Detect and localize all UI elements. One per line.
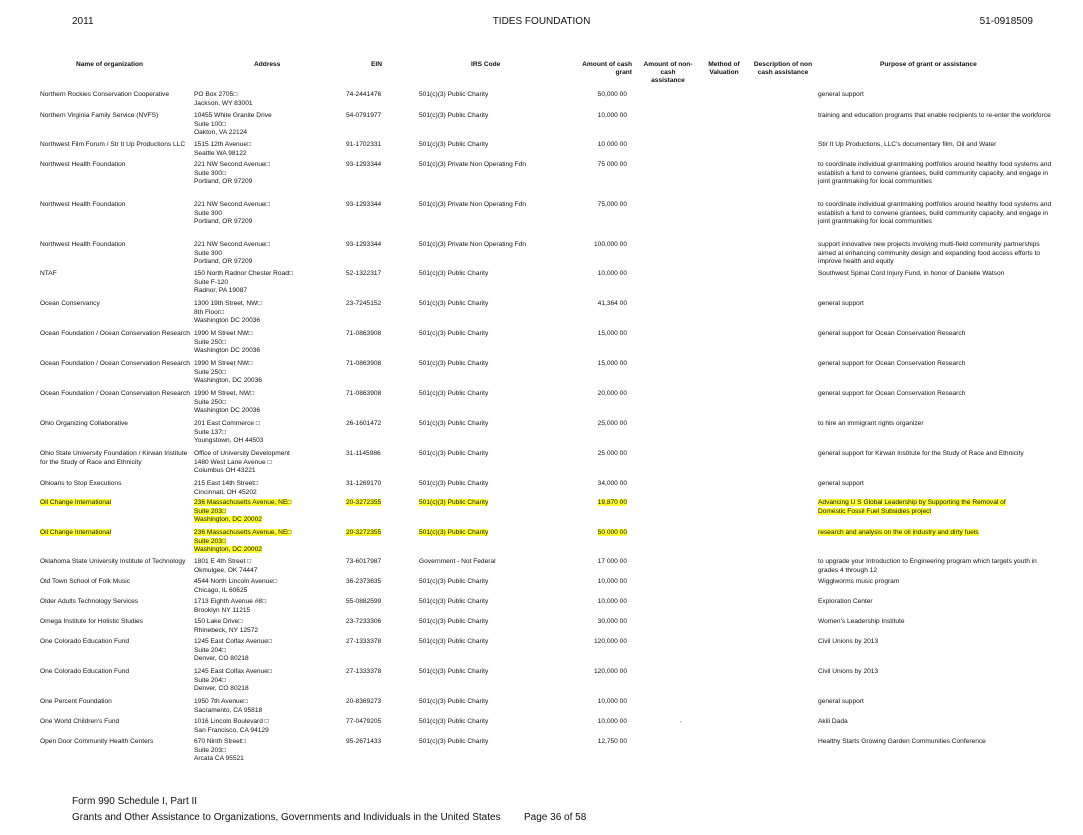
org-name-cell: Northwest Health Foundation bbox=[40, 161, 126, 168]
ein-cell: 23-7245152 bbox=[346, 300, 382, 307]
purpose-cell: general support bbox=[818, 300, 864, 307]
irs-code-cell: Government - Not Federal bbox=[419, 558, 496, 565]
cash-amount-cell: 10,000 00 bbox=[597, 270, 627, 277]
ein-cell: 93-1293344 bbox=[346, 201, 382, 208]
irs-code-cell: 501(c)(3) Public Charity bbox=[419, 529, 489, 536]
purpose-cell: general support for Ocean Conservation Research bbox=[818, 360, 966, 367]
ein-cell: 91-1702331 bbox=[346, 141, 382, 148]
irs-code-cell: 501(c)(3) Private Non Operating Fdn bbox=[419, 201, 527, 208]
ein-cell: 93-1293344 bbox=[346, 161, 382, 168]
org-name-cell: Oklahoma State University Institute of Technology bbox=[40, 558, 186, 565]
irs-code-cell: 501(c)(3) Public Charity bbox=[419, 738, 489, 745]
org-name-cell: Northwest Health Foundation bbox=[40, 201, 126, 208]
ein-cell: 23-7233306 bbox=[346, 618, 382, 625]
org-name-cell: NTAF bbox=[40, 270, 57, 277]
irs-code-cell: 501(c)(3) Public Charity bbox=[419, 330, 489, 337]
ein-cell: 36-2373635 bbox=[346, 578, 382, 585]
cash-amount-cell: 10,000 00 bbox=[597, 598, 627, 605]
address-cell: 4544 North Lincoln Avenue□ Chicago, IL 60625 bbox=[194, 578, 278, 594]
org-name-cell: Ohio State University Foundation / Kirwan Institute for the Study of Race and Ethnicity bbox=[40, 450, 188, 466]
cash-amount-cell: 15,000 00 bbox=[597, 330, 627, 337]
address-cell: 221 NW Second Avenue□ Suite 300 Portland, OR 97209 bbox=[194, 201, 270, 225]
purpose-cell: Civil Unions by 2013 bbox=[818, 668, 879, 675]
ein-cell: 74-2441476 bbox=[346, 91, 382, 98]
org-name-cell: Ocean Foundation / Ocean Conservation Research bbox=[40, 390, 190, 397]
address-cell: 236 Massachusetts Avenue, NE□ Suite 203□ Washington, DC 20002 bbox=[194, 499, 292, 523]
cash-amount-cell: 10,000 00 bbox=[597, 698, 627, 705]
col-header-description: Description of non cash assistance bbox=[753, 61, 813, 76]
ein-cell: 93-1293344 bbox=[346, 241, 382, 248]
org-name-cell: Ohio Organizing Collaborative bbox=[40, 420, 128, 427]
cash-amount-cell: 25 000 00 bbox=[597, 450, 627, 457]
cash-amount-cell: 120,000 00 bbox=[593, 668, 627, 675]
cash-amount-cell: 19,870 00 bbox=[597, 499, 627, 506]
org-name-cell: Northern Rockies Conservation Cooperative bbox=[40, 91, 170, 98]
ein-cell: 55-0882599 bbox=[346, 598, 382, 605]
address-cell: 236 Massachusetts Avenue, NE□ Suite 203□ Washington, DC 20002 bbox=[194, 529, 292, 553]
col-header-method: Method of Valuation bbox=[708, 61, 740, 76]
address-cell: 221 NW Second Avenue□ Suite 300□ Portland, OR 97209 bbox=[194, 161, 270, 185]
ein-cell: 27-1333378 bbox=[346, 668, 382, 675]
ein-cell: 71-0863908 bbox=[346, 330, 382, 337]
irs-code-cell: 501(c)(3) Public Charity bbox=[419, 480, 489, 487]
header-ein: 51-0918509 bbox=[979, 16, 1033, 27]
address-cell: 1713 Eighth Avenue #8□ Brooklyn NY 11215 bbox=[194, 598, 267, 614]
irs-code-cell: 501(c)(3) Public Charity bbox=[419, 698, 489, 705]
address-cell: 670 Ninth Street□ Suite 203□ Arcata CA 95521 bbox=[194, 738, 246, 762]
org-name-cell: One Percent Foundation bbox=[40, 698, 112, 705]
ein-cell: 20-3272355 bbox=[346, 529, 382, 536]
org-name-cell: Older Adults Technology Services bbox=[40, 598, 139, 605]
purpose-cell: Advancing U S Global Leadership by Supporting the Removal of Domestic Fossil Fuel Subsidies project bbox=[818, 499, 1006, 515]
org-name-cell: Old Town School of Folk Music bbox=[40, 578, 131, 585]
ein-cell: 20-8369273 bbox=[346, 698, 382, 705]
irs-code-cell: 501(c)(3) Private Non Operating Fdn bbox=[419, 241, 527, 248]
irs-code-cell: 501(c)(3) Public Charity bbox=[419, 141, 489, 148]
irs-code-cell: 501(c)(3) Public Charity bbox=[419, 578, 489, 585]
org-name-cell: Oil Change International bbox=[40, 529, 112, 536]
purpose-cell: Stir It Up Productions, LLC's documentary film, Oil and Water bbox=[818, 141, 997, 148]
cash-amount-cell: 75,000 00 bbox=[597, 201, 627, 208]
cash-amount-cell: 100,000 00 bbox=[593, 241, 627, 248]
address-cell: 1950 7th Avenue□ Sacramento, CA 95818 bbox=[194, 698, 263, 714]
ein-cell: 31-1269170 bbox=[346, 480, 382, 487]
address-cell: 1300 19th Street, NW□ 8th Floor□ Washington DC 20036 bbox=[194, 300, 262, 324]
cash-amount-cell: 34,000 00 bbox=[597, 480, 627, 487]
purpose-cell: general support bbox=[818, 698, 864, 705]
address-cell: 201 East Commerce □ Suite 137□ Youngstown, OH 44503 bbox=[194, 420, 264, 444]
address-cell: 221 NW Second Avenue□ Suite 300 Portland, OR 97209 bbox=[194, 241, 270, 265]
col-header-address: Address bbox=[254, 61, 281, 68]
cash-amount-cell: 17 000 00 bbox=[597, 558, 627, 565]
purpose-cell: to hire an immigrant rights organizer bbox=[818, 420, 924, 427]
address-cell: 1801 E 4th Street □ Okmulgee, OK 74447 bbox=[194, 558, 258, 574]
cash-amount-cell: 10,000 00 bbox=[597, 112, 627, 119]
purpose-cell: to coordinate individual grantmaking portfolios around healthy food systems and establish a fund to convene grantees, build community capacity, and engage in joint grantmaking for local communities bbox=[818, 161, 1052, 185]
ein-cell: 20-3272355 bbox=[346, 499, 382, 506]
purpose-cell: Southwest Spinal Cord Injury Fund, in honor of Danielle Watson bbox=[818, 270, 1005, 277]
footer-form: Form 990 Schedule I, Part II bbox=[72, 796, 198, 807]
ein-cell: 95-2671433 bbox=[346, 738, 382, 745]
header-year: 2011 bbox=[72, 16, 94, 27]
irs-code-cell: 501(c)(3) Public Charity bbox=[419, 499, 489, 506]
irs-code-cell: 501(c)(3) Public Charity bbox=[419, 718, 489, 725]
org-name-cell: One Colorado Education Fund bbox=[40, 668, 130, 675]
cash-amount-cell: 25,000 00 bbox=[597, 420, 627, 427]
purpose-cell: training and education programs that enable recipients to re-enter the workforce bbox=[818, 112, 1051, 119]
cash-amount-cell: 41,364 00 bbox=[597, 300, 627, 307]
purpose-cell: to upgrade your Introduction to Engineering program which targets youth in grades 4 through 12 bbox=[818, 558, 1037, 574]
org-name-cell: Northwest Health Foundation bbox=[40, 241, 126, 248]
address-cell: 150 Lake Drive□ Rhinebeck, NY 12572 bbox=[194, 618, 259, 634]
address-cell: 1990 M Street NW□ Suite 250□ Washington DC 20036 bbox=[194, 330, 261, 354]
address-cell: 150 North Radnor Chester Road□ Suite F-120 Radnor, PA 19087 bbox=[194, 270, 293, 294]
purpose-cell: general support for Ocean Conservation Research bbox=[818, 390, 966, 397]
cash-amount-cell: 12,750 00 bbox=[597, 738, 627, 745]
address-cell: 215 East 14th Street□ Cincinnati, OH 45202 bbox=[194, 480, 259, 496]
header-organization: TIDES FOUNDATION bbox=[492, 16, 591, 27]
org-name-cell: Omega Institute for Holistic Studies bbox=[40, 618, 143, 625]
irs-code-cell: 501(c)(3) Public Charity bbox=[419, 668, 489, 675]
irs-code-cell: 501(c)(3) Public Charity bbox=[419, 638, 489, 645]
purpose-cell: general support for Kirwan Institute for the Study of Race and Ethnicity bbox=[818, 450, 1024, 457]
irs-code-cell: 501(c)(3) Public Charity bbox=[419, 450, 489, 457]
org-name-cell: One World Children's Fund bbox=[40, 718, 120, 725]
cash-amount-cell: 50 000 00 bbox=[597, 529, 627, 536]
cash-amount-cell: 20,000 00 bbox=[597, 390, 627, 397]
org-name-cell: Open Door Community Health Centers bbox=[40, 738, 154, 745]
cash-amount-cell: 50,000 00 bbox=[597, 91, 627, 98]
ein-cell: 54-0791977 bbox=[346, 112, 382, 119]
purpose-cell: general support bbox=[818, 91, 864, 98]
irs-code-cell: 501(c)(3) Public Charity bbox=[419, 91, 489, 98]
purpose-cell: support innovative new projects involving multi-field community partnerships aimed at enhancing community design and expanding food access efforts to improve health and equity bbox=[818, 241, 1041, 265]
org-name-cell: Ohioans to Stop Executions bbox=[40, 480, 122, 487]
irs-code-cell: 501(c)(3) Public Charity bbox=[419, 360, 489, 367]
irs-code-cell: 501(c)(3) Public Charity bbox=[419, 420, 489, 427]
purpose-cell: Civil Unions by 2013 bbox=[818, 638, 879, 645]
purpose-cell: general support bbox=[818, 480, 864, 487]
ein-cell: 31-1145986 bbox=[346, 450, 381, 457]
cash-amount-cell: 10 000 00 bbox=[597, 141, 627, 148]
address-cell: 1016 Lincoln Boulevard □ San Francisco, CA 94129 bbox=[194, 718, 269, 734]
cash-amount-cell: 15,000 00 bbox=[597, 360, 627, 367]
col-header-name: Name of organization bbox=[76, 61, 144, 68]
cash-amount-cell: 10,000 00 bbox=[597, 718, 627, 725]
address-cell: 1245 East Colfax Avenue□ Suite 204□ Denver, CO 80218 bbox=[194, 638, 272, 662]
org-name-cell: Ocean Foundation / Ocean Conservation Research bbox=[40, 360, 190, 367]
org-name-cell: One Colorado Education Fund bbox=[40, 638, 130, 645]
irs-code-cell: 501(c)(3) Public Charity bbox=[419, 618, 489, 625]
footer-page-number: Page 36 of 58 bbox=[524, 812, 587, 823]
address-cell: 1245 East Colfax Avenue□ Suite 204□ Denver, CO 80218 bbox=[194, 668, 272, 692]
ein-cell: 71-0863908 bbox=[346, 360, 382, 367]
org-name-cell: Northern Virginia Family Service (NVFS) bbox=[40, 112, 159, 119]
footer-grants-title: Grants and Other Assistance to Organizations, Governments and Individuals in the United States bbox=[72, 812, 501, 823]
irs-code-cell: 501(c)(3) Public Charity bbox=[419, 598, 489, 605]
address-cell: 1990 M Street NW□ Suite 250□ Washington, DC 20036 bbox=[194, 360, 262, 384]
col-header-noncash: Amount of non- cash assistance bbox=[643, 61, 693, 84]
ein-cell: 52-1322317 bbox=[346, 270, 382, 277]
ein-cell: 73-6017987 bbox=[346, 558, 382, 565]
stray-mark: ˎ bbox=[680, 716, 683, 723]
address-cell: 10455 White Granite Drive Suite 100□ Oakton, VA 22124 bbox=[194, 112, 272, 136]
col-header-ein: EIN bbox=[371, 61, 382, 68]
ein-cell: 77-0479205 bbox=[346, 718, 382, 725]
purpose-cell: general support for Ocean Conservation Research bbox=[818, 330, 966, 337]
irs-code-cell: 501(c)(3) Public Charity bbox=[419, 300, 489, 307]
cash-amount-cell: 75 000 00 bbox=[597, 161, 627, 168]
irs-code-cell: 501(c)(3) Public Charity bbox=[419, 270, 489, 277]
irs-code-cell: 501(c)(3) Public Charity bbox=[419, 390, 489, 397]
org-name-cell: Ocean Foundation / Ocean Conservation Research bbox=[40, 330, 190, 337]
purpose-cell: Exploration Center bbox=[818, 598, 873, 605]
ein-cell: 26-1601472 bbox=[346, 420, 382, 427]
address-cell: PO Box 2705□ Jackson, WY 83001 bbox=[194, 91, 253, 107]
purpose-cell: Wigglworms music program bbox=[818, 578, 900, 585]
col-header-irs: IRS Code bbox=[471, 61, 501, 68]
col-header-cash: Amount of cash grant bbox=[582, 61, 632, 76]
purpose-cell: to coordinate individual grantmaking portfolios around healthy food systems and establish a fund to convene grantees, build community capacity, and engage in joint grantmaking for local communities bbox=[818, 201, 1052, 225]
ein-cell: 71-0863908 bbox=[346, 390, 382, 397]
cash-amount-cell: 10,000 00 bbox=[597, 578, 627, 585]
org-name-cell: Oil Change International bbox=[40, 499, 112, 506]
org-name-cell: Ocean Conservancy bbox=[40, 300, 100, 307]
ein-cell: 27-1333378 bbox=[346, 638, 382, 645]
address-cell: 1515 12th Avenue□ Seattle WA 98122 bbox=[194, 141, 252, 157]
org-name-cell: Northwest Film Forum / Str It Up Productions LLC bbox=[40, 141, 186, 148]
address-cell: 1990 M Street, NW□ Suite 250□ Washington DC 20036 bbox=[194, 390, 261, 414]
irs-code-cell: 501(c)(3) Private Non Operating Fdn bbox=[419, 161, 527, 168]
cash-amount-cell: 30,000 00 bbox=[597, 618, 627, 625]
address-cell: Office of University Development 1480 West Lane Avenue □ Columbus OH 43221 bbox=[194, 450, 290, 474]
col-header-purpose: Purpose of grant or assistance bbox=[880, 61, 977, 68]
purpose-cell: research and analysis on the oil industry and dirty fuels bbox=[818, 529, 979, 536]
purpose-cell: Women's Leadership Institute bbox=[818, 618, 905, 625]
purpose-cell: Akili Dada bbox=[818, 718, 848, 725]
cash-amount-cell: 120,000 00 bbox=[593, 638, 627, 645]
irs-code-cell: 501(c)(3) Public Charity bbox=[419, 112, 489, 119]
purpose-cell: Healthy Starts Growing Garden Communities Conference bbox=[818, 738, 986, 745]
